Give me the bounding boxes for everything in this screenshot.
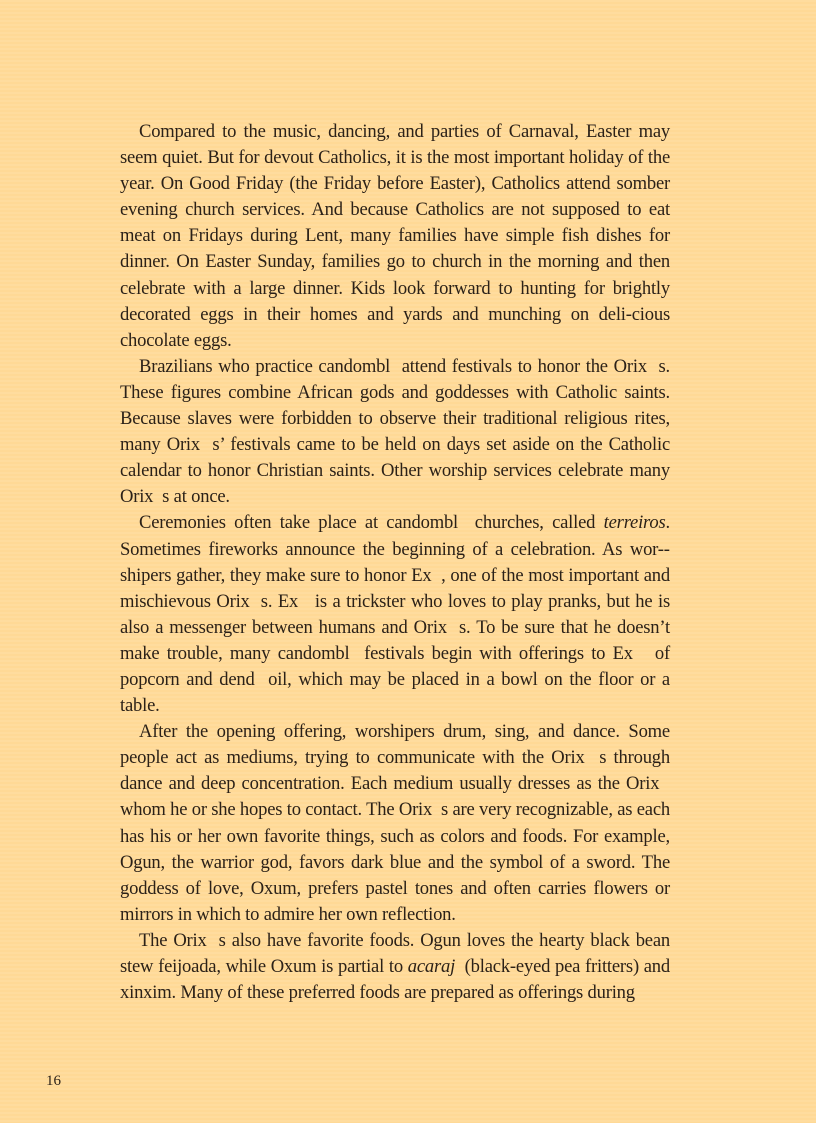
paragraph-segment: The Orix s also have favorite foods. Ogun loves the hearty black bean stew feijoada, while Oxum is partial to bbox=[120, 929, 670, 977]
italic-term-terreiros: terreiros bbox=[603, 512, 666, 534]
paragraph-segment: (black-eyed pea fritters) and xinxim. Many of these preferred foods are prepared as offerings during bbox=[120, 956, 670, 1004]
italic-term-acaraj: acaraj bbox=[407, 956, 456, 977]
paragraph-favorite-foods bbox=[120, 928, 670, 1006]
paragraph-segment: Brazilians who practice candombl attend festivals to honor the Orix s. These figures combine African gods and goddesses with Catholic saints. Because slaves were forbidden to observe their traditional religious rites, many Orix s’ festivals came to be held on days set aside on the Catholic calendar to honor Christian saints. Other worship services celebrate many Orix s at once. bbox=[120, 355, 670, 508]
paragraph-ceremonies bbox=[120, 510, 670, 719]
paragraph-worship bbox=[120, 719, 670, 928]
body-text-column bbox=[120, 119, 670, 1006]
paragraph-segment: . Sometimes fireworks announce the beginning of a celebration. As wor-shipers gather, they make sure to honor Ex , one of the most important and mischievous Orix s. Ex is a trickster who loves to play pranks, but he is also a messenger between humans and Orix s. To be sure that he doesn’t make trouble, many candombl festivals begin with offerings to Ex of popcorn and dend oil, which may be placed in a bowl on the floor or a table. bbox=[120, 512, 670, 717]
paragraph-segment: After the opening offering, worshipers drum, sing, and dance. Some people act as mediums, trying to communicate with the Orix s through dance and deep concentration. Each medium usually dresses as the Orix whom he or she hopes to contact. The Orix s are very recognizable, as each has his or her own favorite things, such as colors and foods. For example, Ogun, the warrior god, favors dark blue and the symbol of a sword. The goddess of love, Oxum, prefers pastel tones and often carries flowers or mirrors in which to admire her own reflection. bbox=[120, 721, 671, 925]
paragraph-segment: Compared to the music, dancing, and parties of Carnaval, Easter may seem quiet. But for devout Catholics, it is the most important holiday of the year. On Good Friday (the Friday before Easter), Catholics attend somber evening church services. And because Catholics are not supposed to eat meat on Fridays during Lent, many families have simple fish dishes for dinner. On Easter Sunday, families go to church in the morning and then celebrate with a large dinner. Kids look forward to hunting for brightly decorated eggs in their homes and yards and munching on deli-cious chocolate eggs. bbox=[120, 121, 670, 351]
paragraph-segment: Ceremonies often take place at candombl churches, called bbox=[139, 512, 604, 534]
paragraph-easter bbox=[120, 119, 670, 354]
page-number: 16 bbox=[46, 1073, 61, 1089]
paragraph-candomble-festivals bbox=[120, 354, 670, 511]
